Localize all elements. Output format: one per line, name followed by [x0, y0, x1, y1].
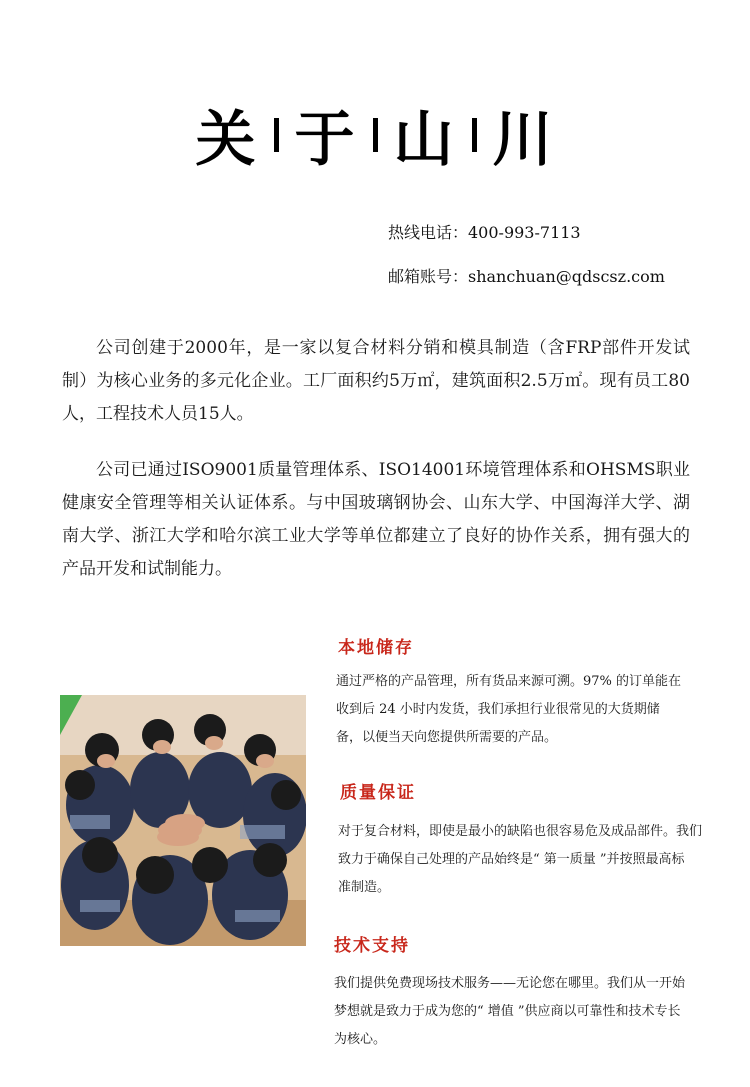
text-line: 梦想就是致力于成为您的“ 增值 ”供应商以可靠性和技术专长: [334, 1004, 681, 1019]
title-char-1: 关: [195, 105, 258, 175]
hotline-phone: 热线电话：400-993-7113: [388, 223, 581, 242]
team-photo: [60, 695, 306, 946]
section-text-local-storage: [336, 668, 681, 752]
text-line: 备，以便当天向您提供所需要的产品。: [336, 730, 558, 745]
section-title-quality-assurance: 质量保证: [340, 783, 416, 803]
text-line: 准制造。: [338, 880, 391, 895]
title-char-2: 于: [294, 105, 357, 175]
section-title-local-storage: 本地储存: [338, 638, 414, 658]
title-char-4: 川: [492, 105, 555, 175]
text-line: 致力于确保自己处理的产品始终是“ 第一质量 ”并按照最高标: [338, 852, 685, 867]
title-separator: [472, 118, 477, 152]
title-char-3: 山: [393, 105, 456, 175]
page-title: [0, 92, 750, 178]
text-line: 为核心。: [334, 1032, 387, 1047]
text-line: 通过严格的产品管理，所有货品来源可溯。97% 的订单能在: [336, 674, 682, 689]
intro-paragraph-2: 公司已通过ISO9001质量管理体系、ISO14001环境管理体系和OHSMS职业健康安全管理等相关认证体系。与中国玻璃钢协会、山东大学、中国海洋大学、湖南大学、浙江大学和哈尔滨工业大学等单位都建立了良好的协作关系，拥有强大的产品开发和试制能力。: [62, 460, 690, 579]
email-account[interactable]: 邮箱账号：shanchuan@qdscsz.com: [388, 267, 665, 286]
text-line: 我们提供免费现场技术服务——无论您在哪里。我们从一开始: [334, 976, 686, 991]
section-text-quality-assurance: [338, 818, 702, 902]
section-text-tech-support: [334, 970, 685, 1054]
title-separator: [274, 118, 279, 152]
title-separator: [373, 118, 378, 152]
text-line: 对于复合材料，即使是最小的缺陷也很容易危及成品部件。我们: [338, 824, 703, 839]
section-title-tech-support: 技术支持: [334, 936, 410, 956]
intro-paragraph-1: 公司创建于2000年，是一家以复合材料分销和模具制造（含FRP部件开发试制）为核心业务的多元化企业。工厂面积约5万㎡，建筑面积2.5万㎡。现有员工80人，工程技术人员15人。: [62, 338, 690, 424]
text-line: 收到后 24 小时内发货，我们承担行业很常见的大货期储: [336, 702, 660, 717]
